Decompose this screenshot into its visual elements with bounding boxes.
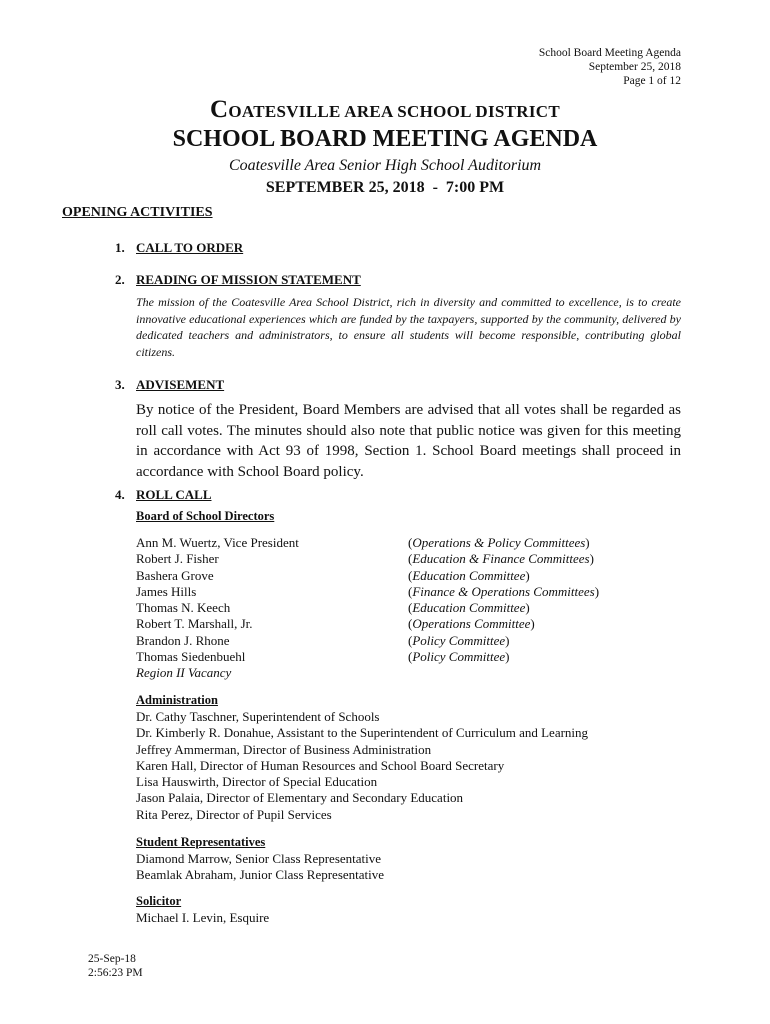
item-heading: ROLL CALL xyxy=(136,487,212,502)
board-roster xyxy=(136,535,681,682)
board-member-row xyxy=(136,551,681,567)
agenda-item-mission xyxy=(115,272,361,288)
header-date: September 25, 2018 xyxy=(588,61,681,73)
solicitor-name: Michael I. Levin, Esquire xyxy=(136,910,270,925)
item-number: 1. xyxy=(115,240,125,255)
board-member-committee: (Education Committee) xyxy=(408,567,530,583)
solicitor-list xyxy=(136,910,269,926)
administration-member: Karen Hall, Director of Human Resources and School Board Secretary xyxy=(136,757,505,773)
board-heading: Board of School Directors xyxy=(136,509,275,523)
board-member-name: Bashera Grove xyxy=(136,567,214,583)
administration-member: Jeffrey Ammerman, Director of Business Administration xyxy=(136,741,432,757)
section-heading-opening: OPENING ACTIVITIES xyxy=(62,205,213,220)
district-initial: C xyxy=(210,96,229,123)
administration-member: Lisa Hauswirth, Director of Special Education xyxy=(136,774,378,790)
title-block xyxy=(0,97,770,198)
board-member-row xyxy=(136,568,681,584)
students-list xyxy=(136,851,384,884)
administration-member: Rita Perez, Director of Pupil Services xyxy=(136,806,332,822)
footer-time: 2:56:23 PM xyxy=(88,967,143,979)
agenda-item-roll-call xyxy=(115,487,212,503)
student-representative: Beamlak Abraham, Junior Class Representative xyxy=(136,867,385,883)
mission-statement: The mission of the Coatesville Area School District, rich in diversity and committed to excellence, is to create innovative educational experiences which are funded by the taxpayers, supported by the community, delivered by dedicated teachers and administrators, to ensure all students will become responsible, contributing global citizens. xyxy=(136,295,681,359)
advisement-text: By notice of the President, Board Members are advised that all votes shall be regarded as roll call votes. The minutes should also note that public notice was given for this meeting in accordance with Act 93 of 1998, Section 1. School Board meetings shall proceed in accordance with School Board policy. xyxy=(136,402,681,480)
board-member-row xyxy=(136,584,681,600)
board-member-row xyxy=(136,535,681,551)
item-number: 3. xyxy=(115,377,125,392)
meeting-datetime: SEPTEMBER 25, 2018 - 7:00 PM xyxy=(265,179,505,196)
district-rest: OATESVILLE AREA SCHOOL DISTRICT xyxy=(228,102,560,121)
administration-member: Dr. Cathy Taschner, Superintendent of Schools xyxy=(136,709,380,724)
board-member-committee: (Education Committee) xyxy=(408,600,530,616)
header-page-number: Page 1 of 12 xyxy=(623,75,681,87)
students-heading: Student Representatives xyxy=(136,835,266,849)
page-footer xyxy=(88,952,143,980)
item-number: 4. xyxy=(115,487,125,502)
board-member-committee: (Operations & Policy Committees) xyxy=(408,535,590,550)
board-member-name: Robert J. Fisher xyxy=(136,551,219,567)
board-member-name: James Hills xyxy=(136,583,197,599)
item-number: 2. xyxy=(115,272,125,287)
board-member-committee: (Policy Committee) xyxy=(408,632,510,648)
agenda-title: SCHOOL BOARD MEETING AGENDA xyxy=(172,126,598,152)
board-member-row xyxy=(136,633,681,649)
item-heading: CALL TO ORDER xyxy=(136,240,244,255)
board-member-row xyxy=(136,600,681,616)
page-header xyxy=(539,46,681,88)
administration-heading: Administration xyxy=(136,693,218,707)
board-member-committee: (Education & Finance Committees) xyxy=(408,551,594,567)
student-representative: Diamond Marrow, Senior Class Representative xyxy=(136,851,382,866)
board-member-name: Brandon J. Rhone xyxy=(136,632,230,648)
administration-member: Jason Palaia, Director of Elementary and Secondary Education xyxy=(136,790,464,806)
footer-date: 25-Sep-18 xyxy=(88,953,136,965)
board-member-name: Thomas Siedenbuehl xyxy=(136,649,246,665)
agenda-item-call-to-order xyxy=(115,240,243,256)
agenda-item-advisement xyxy=(115,377,224,393)
board-member-row xyxy=(136,616,681,632)
board-member-committee: (Operations Committee) xyxy=(408,616,535,632)
item-heading: READING OF MISSION STATEMENT xyxy=(136,272,361,287)
board-member-name: Robert T. Marshall, Jr. xyxy=(136,616,253,632)
board-member-name: Ann M. Wuertz, Vice President xyxy=(136,535,299,550)
solicitor-heading: Solicitor xyxy=(136,894,182,908)
board-member-row xyxy=(136,649,681,665)
administration-member: Dr. Kimberly R. Donahue, Assistant to the Superintendent of Curriculum and Learning xyxy=(136,725,589,741)
administration-list xyxy=(136,709,588,823)
board-member-committee: (Policy Committee) xyxy=(408,649,510,665)
item-heading: ADVISEMENT xyxy=(136,377,225,392)
board-member-name: Thomas N. Keech xyxy=(136,600,231,616)
district-name xyxy=(0,97,770,125)
board-vacancy: Region II Vacancy xyxy=(136,665,232,681)
meeting-location: Coatesville Area Senior High School Auditorium xyxy=(228,157,542,174)
board-member-committee: (Finance & Operations Committees) xyxy=(408,583,600,599)
header-doc-title: School Board Meeting Agenda xyxy=(538,47,681,59)
